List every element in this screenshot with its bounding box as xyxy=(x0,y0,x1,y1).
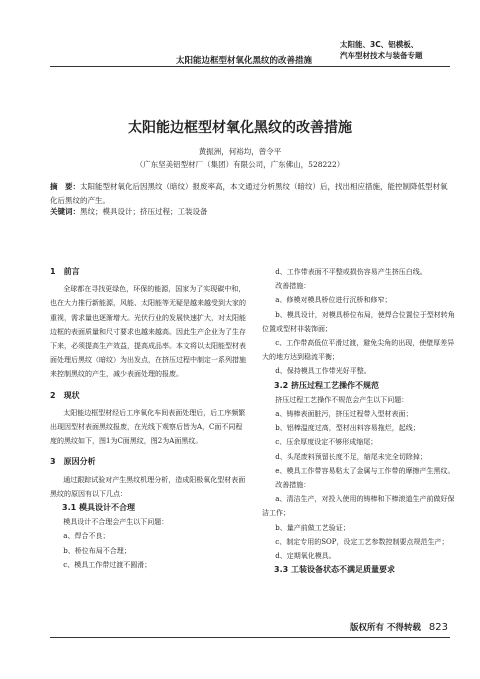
paragraph: 太阳能边框型材经后工序氧化车间表面处理后，后工序频繁出现因型材表面黑纹报废，在光线下观察后皆为A，C面不同程度的黑纹如下，图1为C面黑纹，图2为A面黑纹。 xyxy=(50,408,246,446)
running-header-topic xyxy=(340,39,450,61)
affiliation: （广东坚美铝型材厂（集团）有限公司，广东佛山，528222） xyxy=(135,160,345,169)
subsection-heading: 3.3 工装设备状态不满足质量要求 xyxy=(274,565,395,575)
list-item: c、压余厚度设定不够形成缩尾； xyxy=(275,438,378,447)
abstract-label: 摘 要： xyxy=(50,182,80,191)
list-item: d、工作带表面不平整或损伤容易产生挤压白线。 xyxy=(275,268,427,276)
list-item: d、定期氧化模具。 xyxy=(275,552,336,561)
left-column xyxy=(50,265,246,572)
paragraph: 全球都在寻找更绿色，环保的能源，国家为了实现碳中和，也在大力推行新能源，风能、太阳能等无疑是越来越受到大家的重视，需求量也逐渐增大。光伏行业的发展快速扩大，对太阳能边框的表面质量和尺寸要求也越来越高。因此生产企业为了生存下来，必须提高生产效益，提高成品率。本文将以太阳能型材表面处理后黑纹（暗纹）为出发点，在挤压过程中制定一系列措施来控制黑纹的产生，减少表面处理的报废。 xyxy=(50,285,246,379)
topic-line-1: 太阳能、3C、铝模板、 xyxy=(340,40,419,49)
paragraph: 改善措施： xyxy=(275,481,311,490)
keywords-text: 黑纹；模具设计；挤压过程；工装设备 xyxy=(80,207,208,216)
list-item: a、铸棒表面脏污，挤压过程带入型材表面； xyxy=(275,410,413,419)
paragraph: 挤压过程工艺操作不规范会产生以下问题： xyxy=(275,395,409,404)
list-item: a、修模对模具桥位进行沉桥和修窄； xyxy=(275,296,392,305)
list-item: c、模具工作带过渡不圆滑； xyxy=(63,560,152,569)
authors: 黄振洲，何裕均，曾令平 xyxy=(198,147,282,156)
list-item: b、量产前做工艺验证； xyxy=(275,523,350,532)
footer-rule xyxy=(50,637,450,638)
subsection-heading: 3.1 模具设计不合理 xyxy=(62,503,135,513)
paper-title: 太阳能边框型材氧化黑纹的改善措施 xyxy=(128,120,352,136)
list-item: c、制定专用的SOP，设定工艺参数控制要点规范生产； xyxy=(275,537,449,546)
footer xyxy=(350,621,448,633)
keywords-label: 关键词： xyxy=(50,207,80,216)
paragraph: 模具设计不合理会产生以下问题： xyxy=(63,518,169,527)
section-heading: 3 原因分析 xyxy=(50,457,96,467)
paragraph: 通过跟踪试验对产生黑纹机理分析，造成阳极氧化型材表面黑纹的原因有以下几点： xyxy=(50,475,246,498)
list-item: d、头尾废料预留长度不足，缩尾未完全切除掉； xyxy=(275,452,427,461)
abstract-text: 太阳能型材氧化后因黑纹（暗纹）报废率高，本文通过分析黑纹（暗纹）后，找出相应措施，能控制降低型材氧化后黑纹的产生。 xyxy=(50,182,448,205)
list-item: d、保持模具工作带光好平整。 xyxy=(275,367,371,376)
right-column xyxy=(262,265,458,577)
running-header-title: 太阳能边框型材氧化黑纹的改善措施 xyxy=(176,56,313,66)
subsection-heading: 3.2 挤压过程工艺操作不规范 xyxy=(274,380,379,390)
topic-line-2: 汽车型材技术与装备专题 xyxy=(340,51,423,60)
section-heading: 2 现状 xyxy=(50,390,80,400)
list-item: e、模具工作带容易粘太了金属与工作带的摩擦产生黑纹。 xyxy=(275,466,455,475)
list-item: a、焊合不良； xyxy=(63,532,110,541)
abstract xyxy=(50,180,450,208)
page-number: 823 xyxy=(428,622,448,633)
list-item: c、工作带高低位平滑过渡，避免尖角的出现，使壁厚差异大的地方达到稳流平衡； xyxy=(262,339,455,362)
list-item: a、清洁生产，对投入使用的铸棒和下棒滚道生产前做好保洁工作； xyxy=(262,495,455,518)
header-rule xyxy=(50,66,450,67)
list-item: b、桥位布局不合理； xyxy=(63,546,131,555)
copyright-notice: 版权所有 不得转载 xyxy=(349,623,421,633)
section-heading: 1 前言 xyxy=(50,267,80,276)
paragraph: 改善措施： xyxy=(275,282,311,291)
list-item: b、模具设计，对模具桥位布局，使焊合位置位于型材转角位置或型材非装饰面； xyxy=(262,310,455,333)
keywords xyxy=(50,206,450,217)
list-item: b、铝棒温度过高，型材出料容易拖烂，起线； xyxy=(275,424,420,433)
